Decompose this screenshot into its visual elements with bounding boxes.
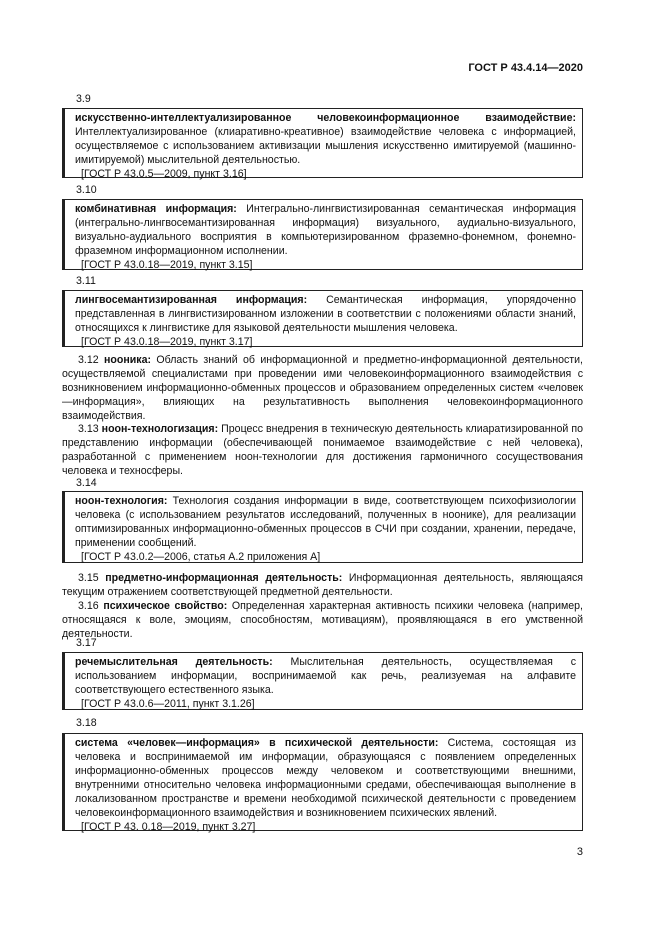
term: ноон-технология:	[75, 495, 168, 507]
definition: Мыслительная деятельность, осуществляемая с использованием информации, воспринимаемой как речь, реализуемая на алфавите соответствующего естественного языка.	[75, 656, 576, 696]
term: искусственно-интеллектуализированное человекоинформационное взаимодействие:	[75, 112, 576, 124]
definition: Определенная характерная активность психики человека (например, относящаяся к воле, эмоциям, способностям, мотивациям), проявляющаяся в его умственной деятельности.	[62, 600, 583, 640]
term-box	[62, 290, 583, 347]
term: предметно-информационная деятельность:	[105, 572, 343, 584]
term: психическое свойство:	[103, 600, 228, 612]
reference: [ГОСТ Р 43.0.18—2019, пункт 3.15]	[81, 259, 253, 271]
term: комбинативная информация:	[75, 203, 237, 215]
paragraph	[62, 353, 583, 423]
definition: Процесс внедрения в техническую деятельность клиаратизированной по представлению информации (обеспечивающей понимаемое взаимодействие с ней человека), разработанной с применением ноон-технологии для достижения гармоничного сосуществования человека и техносферы.	[62, 423, 583, 477]
entry-number: 3.12	[78, 354, 99, 366]
entry-number: 3.17	[76, 637, 97, 649]
entry-number: 3.14	[76, 477, 97, 489]
definition: Интеллектуализированное (клиаративно-креативное) взаимодействие человека с информацией, осуществляемое с использованием активизации мышления искусственно имитируемой (машинно-имитируемой) мыслительной деятельностью.	[75, 126, 576, 166]
term: речемыслительная деятельность:	[75, 656, 273, 668]
reference: [ГОСТ Р 43.0.2—2006, статья А.2 приложения А]	[81, 551, 321, 563]
standard-header: ГОСТ Р 43.4.14—2020	[468, 62, 583, 74]
entry-number: 3.9	[76, 93, 91, 105]
entry-number: 3.13	[78, 423, 99, 435]
definition: Система, состоящая из человека и воспринимаемой им информации, образующаяся с появлением определенных информационно-обменных процессов между человеком и соответствующими внешними, внутренними относительно человека информационными средами, обеспечивающая выполнение в локализованном пространстве и времени необходимой психической деятельности с проведением человекоинформационного взаимодействия и возникновением психических явлений.	[75, 737, 576, 819]
definition: Интегрально-лингвистизированная семантическая информация (интегрально-лингвосемантизированная информация) визуального, аудиально-визуального, визуально-аудиального восприятия в компьютеризированном фраземно-фонемном, фонемно-фраземном информационном исполнении.	[75, 203, 576, 257]
definition: Область знаний об информационной и предметно-информационной деятельности, осуществляемой специалистами при проведении ими человекоинформационного взаимодействия с возникновением информационно-обменных процессов и образованием определенных систем «человек—информация», влияющих на результативность выполнения человекоинформационного взаимодействия.	[62, 354, 583, 422]
paragraph	[62, 422, 583, 478]
page-number: 3	[576, 846, 583, 858]
entry-number: 3.10	[76, 184, 97, 196]
term: ноон-технологизация:	[101, 423, 219, 435]
definition: Технология создания информации в виде, соответствующем психофизиологии человека (с использованием результатов исследований, полученных в ноонике), для реализации оптимизированных информационно-обменных процессов в СЧИ при создании, хранении, передаче, применении сообщений.	[75, 495, 576, 549]
term-box	[62, 491, 583, 563]
reference: [ГОСТ Р 43.0.5—2009, пункт 3.16]	[81, 168, 247, 180]
term-box	[62, 108, 583, 178]
entry-number: 3.11	[76, 275, 96, 287]
term-box	[62, 733, 583, 831]
entry-number: 3.16	[78, 600, 99, 612]
paragraph	[62, 571, 583, 599]
reference: [ГОСТ Р 43.0.6—2011, пункт 3.1.26]	[81, 698, 255, 710]
term-box	[62, 652, 583, 710]
reference: [ГОСТ Р 43. 0.18—2019, пункт 3.27]	[81, 821, 256, 833]
definition: Информационная деятельность, являющаяся текущим отражением соответствующей предметной деятельности.	[62, 572, 583, 598]
entry-number: 3.18	[76, 717, 97, 729]
entry-number: 3.15	[78, 572, 99, 584]
term: система «человек—информация» в психической деятельности:	[75, 737, 439, 749]
reference: [ГОСТ Р 43.0.18—2019, пункт 3.17]	[81, 336, 253, 348]
definition: Семантическая информация, упорядоченно представленная в лингвистизированном изложении в соответствии с положениями области знаний, относящихся к лингвистике для языковой деятельности мышления человека.	[75, 294, 576, 334]
term: нооника:	[104, 354, 151, 366]
term-box	[62, 199, 583, 270]
paragraph	[62, 599, 583, 641]
term: лингвосемантизированная информация:	[75, 294, 308, 306]
